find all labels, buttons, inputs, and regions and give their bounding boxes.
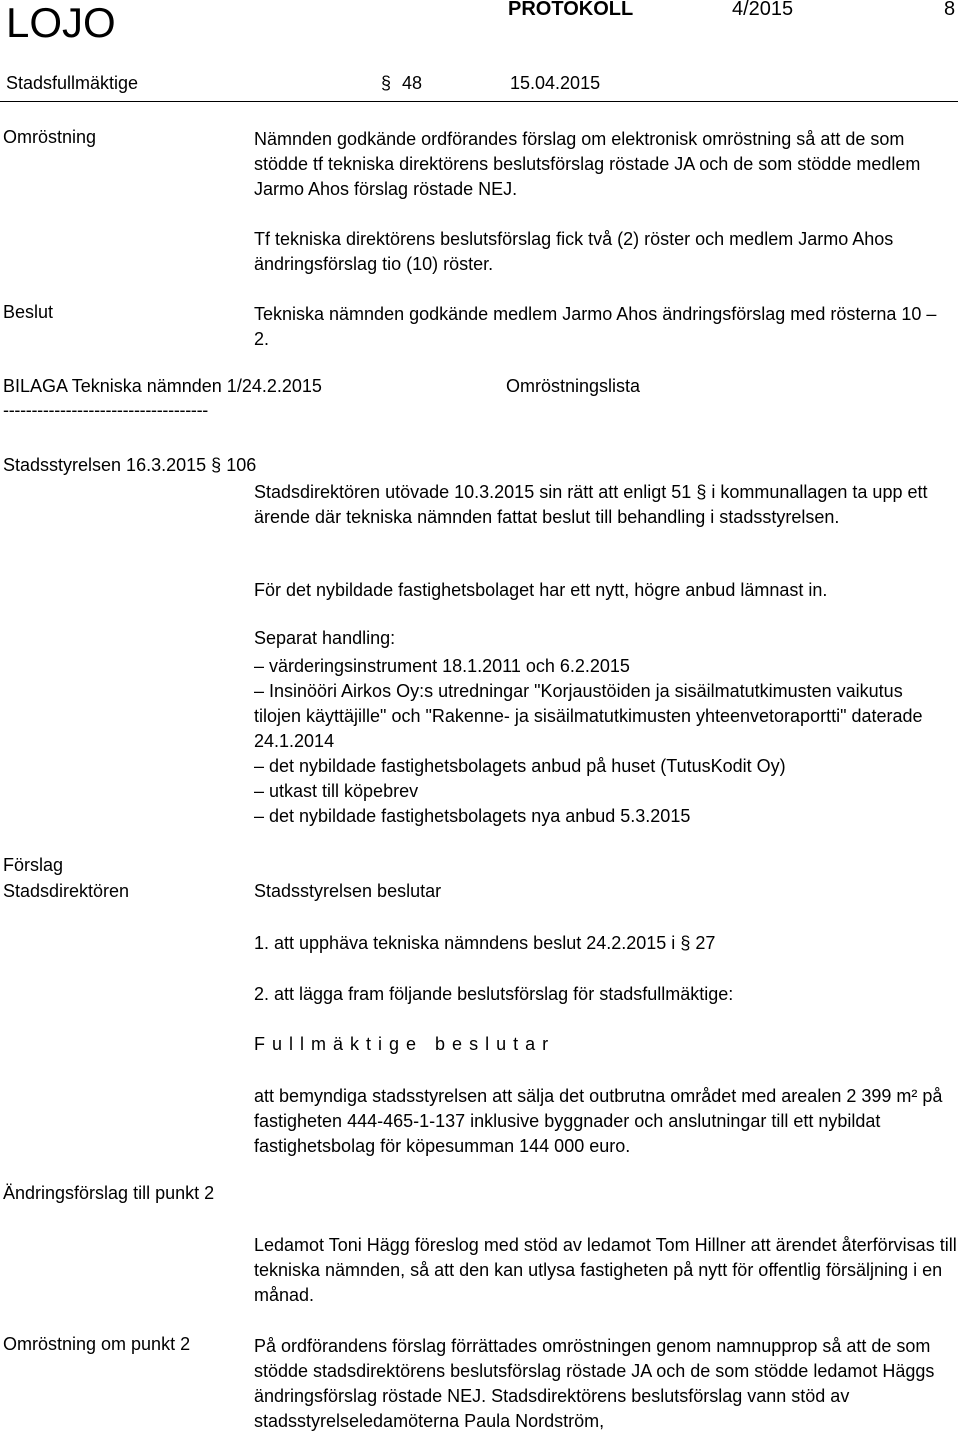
proposal-item1-section: 27 <box>695 933 716 953</box>
proposal-label: Förslag <box>3 855 64 875</box>
separate-item: – det nybildade fastighetsbolagets nya anbud 5.3.2015 <box>254 806 691 826</box>
board-section-symbol: § <box>211 455 222 475</box>
board-para1-part-b: i kommunallagen ta upp ett ärende där tekniska nämnden fattat beslut till behandling i stadsstyrelsen. <box>254 482 928 527</box>
proposal-item1-symbol: § <box>680 933 691 953</box>
meeting-date: 15.04.2015 <box>510 73 601 93</box>
board-para1-symbol: § <box>696 482 707 502</box>
council-text: att bemyndiga stadsstyrelsen att sälja det outbrutna området med arealen 2 399 m² på fastigheten 444-465-1-137 inklusive byggnader och anslutningar till ett nybildat fastighetsbolag för köpesumman 144 000 euro. <box>254 1086 943 1156</box>
proposal-item-2: 2. att lägga fram följande beslutsförslag för stadsfullmäktige: <box>254 984 734 1004</box>
board-para1-part-a: Stadsdirektören utövade 10.3.2015 sin rätt att enligt 51 <box>254 482 692 502</box>
page-number: 8 <box>944 0 956 20</box>
amendment-label: Ändringsförslag till punkt 2 <box>3 1183 215 1203</box>
board-heading-text: Stadsstyrelsen 16.3.2015 <box>3 455 207 475</box>
amendment-text: Ledamot Toni Hägg föreslog med stöd av ledamot Tom Hillner att ärendet återförvisas till tekniska nämnden, så att den kan utlysa fastigheten på nytt för offentlig försäljning i en månad. <box>254 1235 957 1305</box>
decision-text: Tekniska nämnden godkände medlem Jarmo Ahos ändringsförslag med rösterna 10 – 2. <box>254 304 937 349</box>
appendix-label: BILAGA Tekniska nämnden 1/24.2.2015 <box>3 376 322 396</box>
separator-line: ------------------------------------ <box>3 400 208 420</box>
voting-text: Nämnden godkände ordförandes förslag om elektronisk omröstning så att de som stödde tf tekniska direktörens beslutsförslag röstade JA och de som stödde medlem Jarmo Ahos förslag röstade NEJ. <box>254 129 921 199</box>
separate-item: – utkast till köpebrev <box>254 781 419 801</box>
voting-result: Tf tekniska direktörens beslutsförslag fick två (2) röster och medlem Jarmo Ahos ändringsförslag tio (10) röster. <box>254 229 894 274</box>
proposal-author: Stadsdirektören <box>3 881 130 901</box>
header-rule <box>0 101 958 102</box>
appendix-title: Omröstningslista <box>506 376 641 396</box>
vote2-label: Omröstning om punkt 2 <box>3 1334 191 1354</box>
proposal-heading: Stadsstyrelsen beslutar <box>254 881 442 901</box>
proposal-item1-text: 1. att upphäva tekniska nämndens beslut 24.2.2015 i <box>254 933 676 953</box>
board-paragraph-2: För det nybildade fastighetsbolaget har ett nytt, högre anbud lämnast in. <box>254 580 828 600</box>
voting-label: Omröstning <box>3 127 97 147</box>
separate-item: – Insinööri Airkos Oy:s utredningar "Korjaustöiden ja sisäilmatutkimusten vaikutus tilojen käyttäjille" och "Rakenne- ja sisäilmatutkimusten yhteenvetoraportti" daterade 24.1.2014 <box>254 681 923 751</box>
separate-item: – värderingsinstrument 18.1.2011 och 6.2.2015 <box>254 656 630 676</box>
separate-item: – det nybildade fastighetsbolagets anbud på huset (TutusKodit Oy) <box>254 756 786 776</box>
separate-list <box>254 654 954 829</box>
logo: LOJO <box>6 0 116 46</box>
separate-heading: Separat handling: <box>254 628 396 648</box>
section-number: 48 <box>402 73 423 93</box>
doc-number: 4/2015 <box>732 0 794 20</box>
board-heading <box>3 455 256 476</box>
body-name: Stadsfullmäktige <box>6 73 139 93</box>
section-symbol: § <box>381 73 392 93</box>
board-section-number: 106 <box>226 455 257 475</box>
doc-type: PROTOKOLL <box>508 0 634 20</box>
decision-label: Beslut <box>3 302 54 322</box>
vote2-text: På ordförandens förslag förrättades omröstningen genom namnupprop så att de som stödde stadsdirektörens beslutsförslag röstade JA och de som stödde ledamot Häggs ändringsförslag röstade NEJ. Stadsdirektörens beslutsförslag vann stöd av stadsstyrelseledamöterna Paula Nordström, <box>254 1336 935 1431</box>
board-paragraph-1 <box>254 480 960 530</box>
council-heading: F u l l m ä k t i g e b e s l u t a r <box>254 1034 550 1054</box>
proposal-item-1 <box>254 933 715 954</box>
